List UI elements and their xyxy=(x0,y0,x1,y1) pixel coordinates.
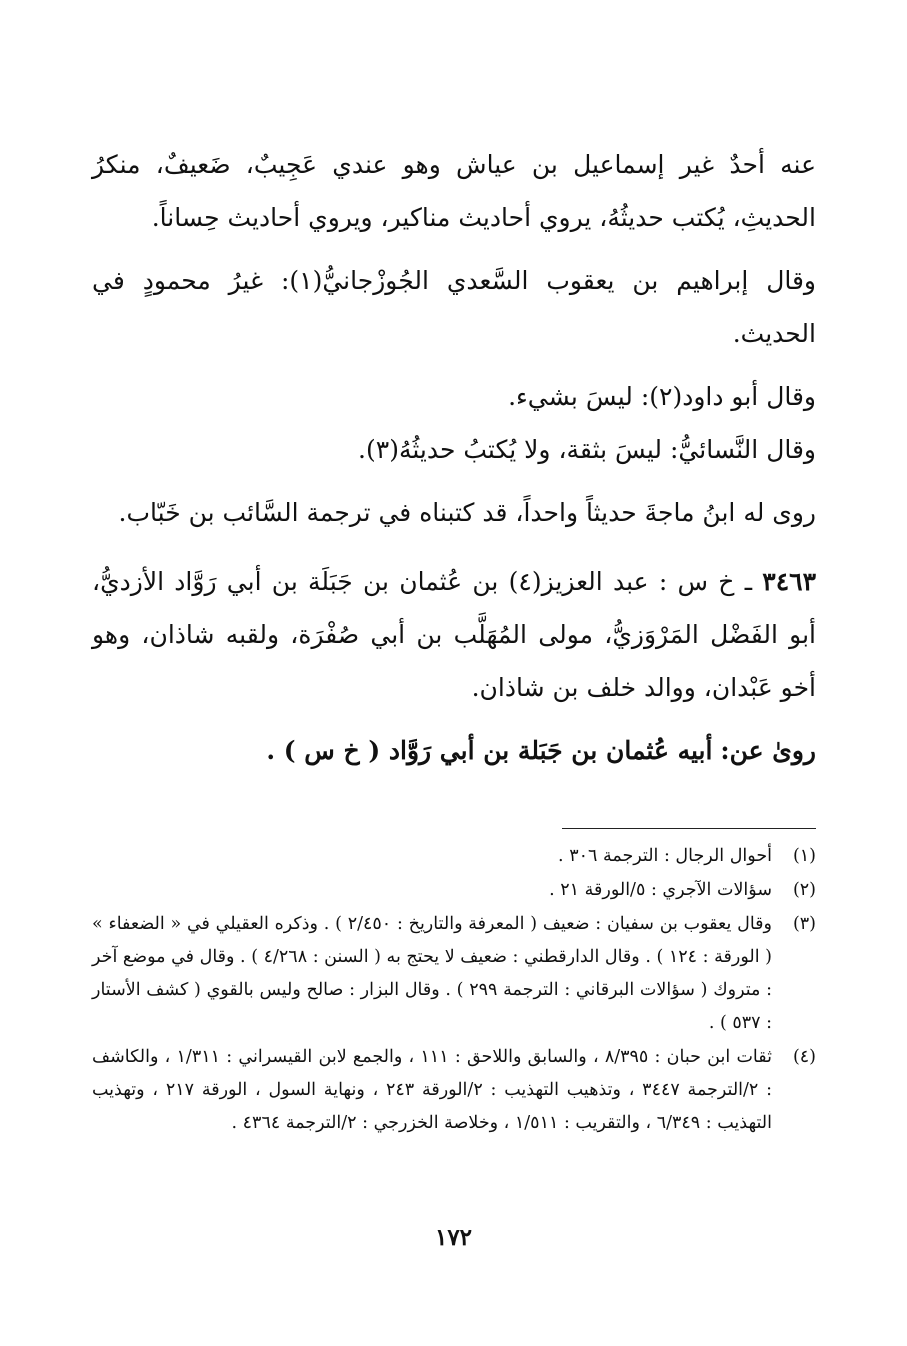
footnote-2 xyxy=(92,874,816,907)
footnote-text: أحوال الرجال : الترجمة ٣٠٦ . xyxy=(558,846,772,866)
footnote-separator xyxy=(562,828,816,829)
footnote-text: ثقات ابن حبان : ٨/٣٩٥ ، والسابق واللاحق : ١١١ ، والجمع لابن القيسراني : ١/٣١١ ، والكاشف : ٢/الترجمة ٣٤٤٧ ، وتذهيب التهذيب : ٢/الورقة ٢٤٣ ، ونهاية السول ، الورقة ٢١٧ ، وتهذيب التهذيب : ٦/٣٤٩ ، والتقريب : ١/٥١١ ، وخلاصة الخزرجي : ٢/الترجمة ٤٣٦٤ . xyxy=(92,1047,772,1133)
footnote-text: وقال يعقوب بن سفيان : ضعيف ( المعرفة والتاريخ : ٢/٤٥٠ ) . وذكره العقيلي في « الضعفاء » ( الورقة : ١٢٤ ) . وقال الدارقطني : ضعيف لا يحتج به ( السنن : ٤/٢٦٨ ) . وقال في موضع آخر : متروك ( سؤالات البرقاني : الترجمة ٢٩٩ ) . وقال البزار : صالح وليس بالقوي ( كشف الأستار : ٥٣٧ ) . xyxy=(92,914,772,1033)
footnotes xyxy=(92,840,816,1141)
narrated-from xyxy=(92,724,816,777)
footnote-1 xyxy=(92,840,816,873)
footnote-number: (٤) xyxy=(792,1047,816,1067)
paragraph-continuation: عنه أحدٌ غير إسماعيل بن عياش وهو عندي عَجِيبٌ، ضَعيفٌ، منكرُ الحديثِ، يُكتب حديثُهُ، يروي أحاديث مناكير، ويروي أحاديث حِساناً. xyxy=(92,150,816,232)
paragraph-nasai: وقال النَّسائيُّ: ليسَ بثقة، ولا يُكتبُ حديثُهُ(٣). xyxy=(358,435,816,464)
footnote-number: (٣) xyxy=(792,914,816,934)
entry-number: ٣٤٦٣ xyxy=(762,567,816,596)
paragraph-ibn-majah: روى له ابنُ ماجةَ حديثاً واحداً، قد كتبناه في ترجمة السَّائب بن خَبّاب. xyxy=(118,498,816,527)
main-text xyxy=(92,138,816,777)
footnote-text: سؤالات الآجري : ٥/الورقة ٢١ . xyxy=(549,880,772,900)
footnote-4 xyxy=(92,1041,816,1140)
paragraph-abu-dawud: وقال أبو داود(٢): ليسَ بشيء. xyxy=(508,382,816,411)
narrated-from-text: أبيه عُثمان بن جَبَلة بن أبي رَوَّاد ( خ س ) . xyxy=(266,736,713,765)
narrated-from-label: روىٰ عن: xyxy=(720,736,816,765)
footnote-number: (٢) xyxy=(792,880,816,900)
footnote-3 xyxy=(92,908,816,1040)
page-number: ١٧٢ xyxy=(434,1224,473,1251)
paragraph-jawzajani: وقال إبراهيم بن يعقوب السَّعدي الجُوزْجانيُّ(١): غيرُ محمودٍ في الحديث. xyxy=(92,266,817,348)
entry-heading: ـ خ س : عبد العزيز(٤) بن عُثمان بن جَبَلَة بن أبي رَوَّاد الأزديُّ، أبو الفَضْل المَرْوَزيُّ، مولى المُهَلَّب بن أبي صُفْرَة، ولقبه شاذان، وهو أخو عَبْدان، ووالد خلف بن شاذان. xyxy=(92,567,816,702)
biography-entry xyxy=(92,555,816,714)
footnote-number: (١) xyxy=(792,846,816,866)
